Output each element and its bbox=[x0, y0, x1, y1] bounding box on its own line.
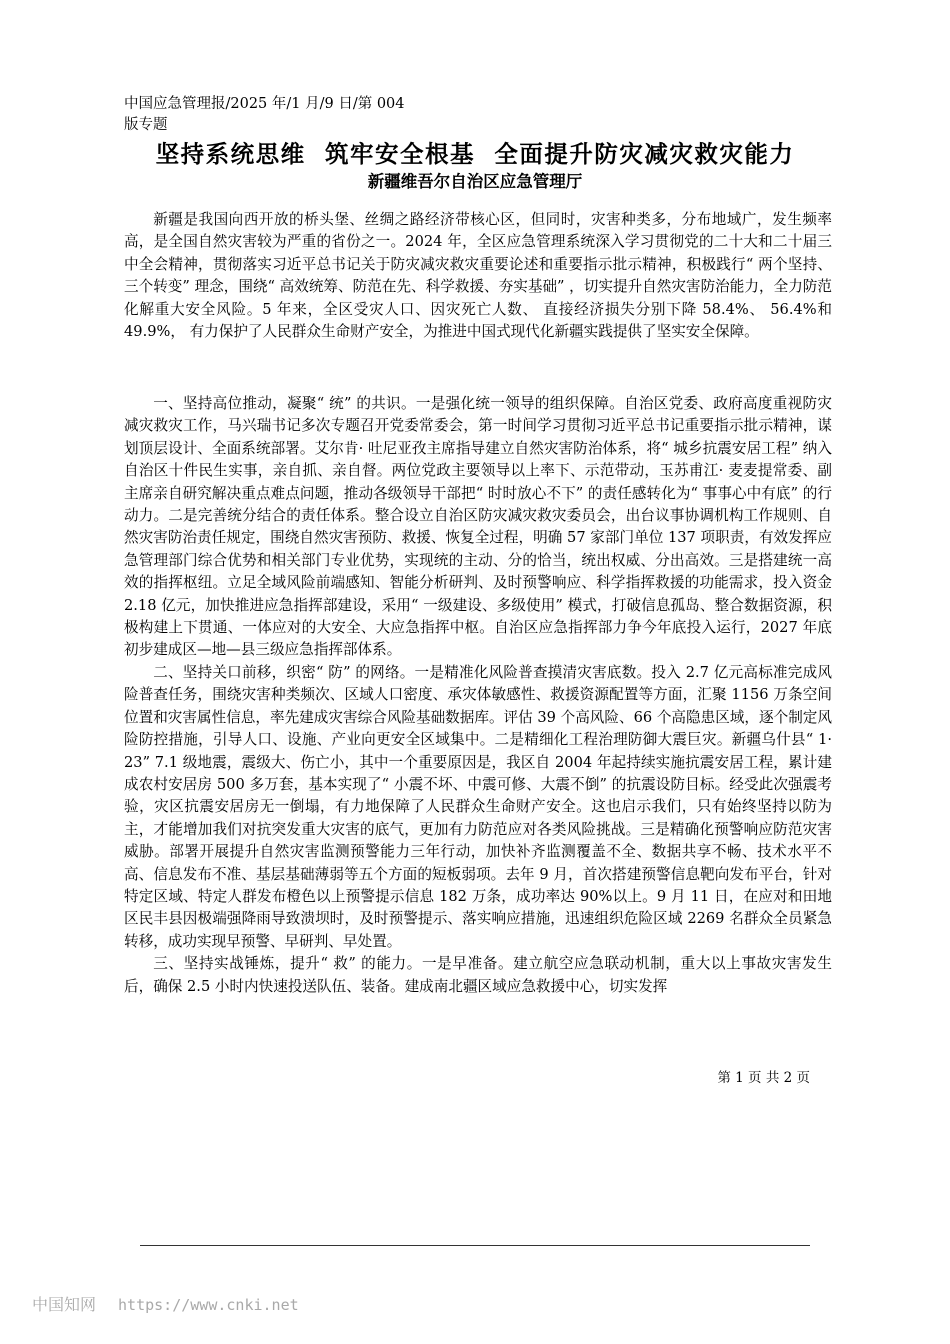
paragraph-section-2: 二、坚持关口前移，织密“ 防” 的网络。一是精准化风险普查摸清灾害底数。投入 2.7 亿元高标准完成风险普查任务，围绕灾害种类频次、区域人口密度、承灾体敏感性、救援资源配置等方面，汇聚 1156 万条空间位置和灾害属性信息，率先建成灾害综合风险基础数据库。评估 39 个高风险、66 个高隐患区域，逐个制定风险防控措施，引导人口、设施、产业向更安全区域集中。二是精细化工程治理防御大震巨灾。新疆乌什县“ 1· 23” 7.1 级地震，震级大、伤亡小，其中一个重要原因是，我区自 2004 年起持续实施抗震安居工程，累计建成农村安居房 500 多万套，基本实现了“ 小震不坏、中震可修、大震不倒” 的抗震设防目标。经受此次强震考验，灾区抗震安居房无一倒塌，有力地保障了人民群众生命财产安全。这也启示我们，只有始终坚持以防为主，才能增加我们对抗突发重大灾害的底气，更加有力防范应对各类风险挑战。三是精确化预警响应防范灾害威胁。部署开展提升自然灾害监测预警能力三年行动，加快补齐监测覆盖不全、数据共享不畅、技术水平不高、信息发布不准、基层基础薄弱等五个方面的短板弱项。去年 9 月，首次搭建预警信息靶向发布平台，针对特定区域、特定人群发布橙色以上预警提示信息 182 万条，成功率达 90%以上。9 月 11 日，在应对和田地区民丰县因极端强降雨导致溃坝时，及时预警提示、落实响应措施，迅速组织危险区域 2269 名群众全员紧急转移，成功实现早预警、早研判、早处置。 bbox=[124, 663, 833, 950]
paragraph-intro: 新疆是我国向西开放的桥头堡、丝绸之路经济带核心区，但同时，灾害种类多，分布地域广，发生频率高，是全国自然灾害较为严重的省份之一。2024 年，全区应急管理系统深入学习贯彻党的二十大和二十届三中全会精神，贯彻落实习近平总书记关于防灾减灾救灾重要论述和重要指示批示精神，积极践行“ 两个坚持、三个转变” 理念，围绕“ 高效统筹、防范在先、科学救援、夯实基础” ，切实提升自然灾害防治能力，全力防范化解重大安全风险。5 年来，全区受灾人口、因灾死亡人数、 直接经济损失分别下降 58.4%、 56.4%和 49.9%， 有力保护了人民群众生命财产安全，为推进中国式现代化新疆实践提供了坚实安全保障。 bbox=[124, 211, 832, 341]
source-section: 版专题 bbox=[124, 117, 168, 133]
source-line bbox=[124, 94, 524, 136]
page-number: 第 1 页 共 2 页 bbox=[717, 1070, 810, 1086]
article-title: 坚持系统思维 筑牢安全根基 全面提升防灾减灾救灾能力 bbox=[155, 140, 795, 168]
source-publication: 中国应急管理报/2025 年/1 月/9 日/第 004 bbox=[124, 96, 405, 112]
footer-divider bbox=[140, 1245, 810, 1246]
watermark bbox=[32, 1294, 299, 1316]
article-body bbox=[124, 393, 832, 998]
watermark-url[interactable]: https://www.cnki.net bbox=[118, 1296, 299, 1314]
author-organization: 新疆维吾尔自治区应急管理厅 bbox=[367, 172, 583, 191]
watermark-site-name: 中国知网 bbox=[32, 1295, 97, 1314]
paragraph-section-1: 一、坚持高位推动，凝聚“ 统” 的共识。一是强化统一领导的组织保障。自治区党委、政府高度重视防灾减灾救灾工作，马兴瑞书记多次专题召开党委常委会，第一时间学习贯彻习近平总书记重要指示批示精神，谋划顶层设计、全面系统部署。艾尔肯· 吐尼亚孜主席指导建立自然灾害防治体系，将“ 城乡抗震安居工程” 纳入自治区十件民生实事，亲自抓、亲自督。两位党政主要领导以上率下、示范带动，玉苏甫江· 麦麦提常委、副主席亲自研究解决重点难点问题，推动各级领导干部把“ 时时放心不下” 的责任感转化为“ 事事心中有底” 的行动力。二是完善统分结合的责任体系。整合设立自治区防灾减灾救灾委员会，出台议事协调机构工作规则、自然灾害防治责任规定，围绕自然灾害预防、救援、恢复全过程，明确 57 家部门单位 137 项职责，有效发挥应急管理部门综合优势和相关部门专业优势，实现统的主动、分的恰当，统出权威、分出高效。三是搭建统一高效的指挥枢纽。立足全域风险前端感知、智能分析研判、及时预警响应、科学指挥救援的功能需求，投入资金 2.18 亿元，加快推进应急指挥部建设，采用“ 一级建设、多级使用” 模式，打破信息孤岛、整合数据资源，积极构建上下贯通、一体应对的大安全、大应急指挥中枢。自治区应急指挥部力争今年底投入运行，2027 年底初步建成区—地—县三级应急指挥部体系。 bbox=[124, 395, 832, 659]
paragraph-section-3: 三、坚持实战锤炼，提升“ 救” 的能力。一是早准备。建立航空应急联动机制，重大以上事故灾害发生后，确保 2.5 小时内快速投送队伍、装备。建成南北疆区域应急救援中心，切实发挥 bbox=[124, 955, 832, 995]
